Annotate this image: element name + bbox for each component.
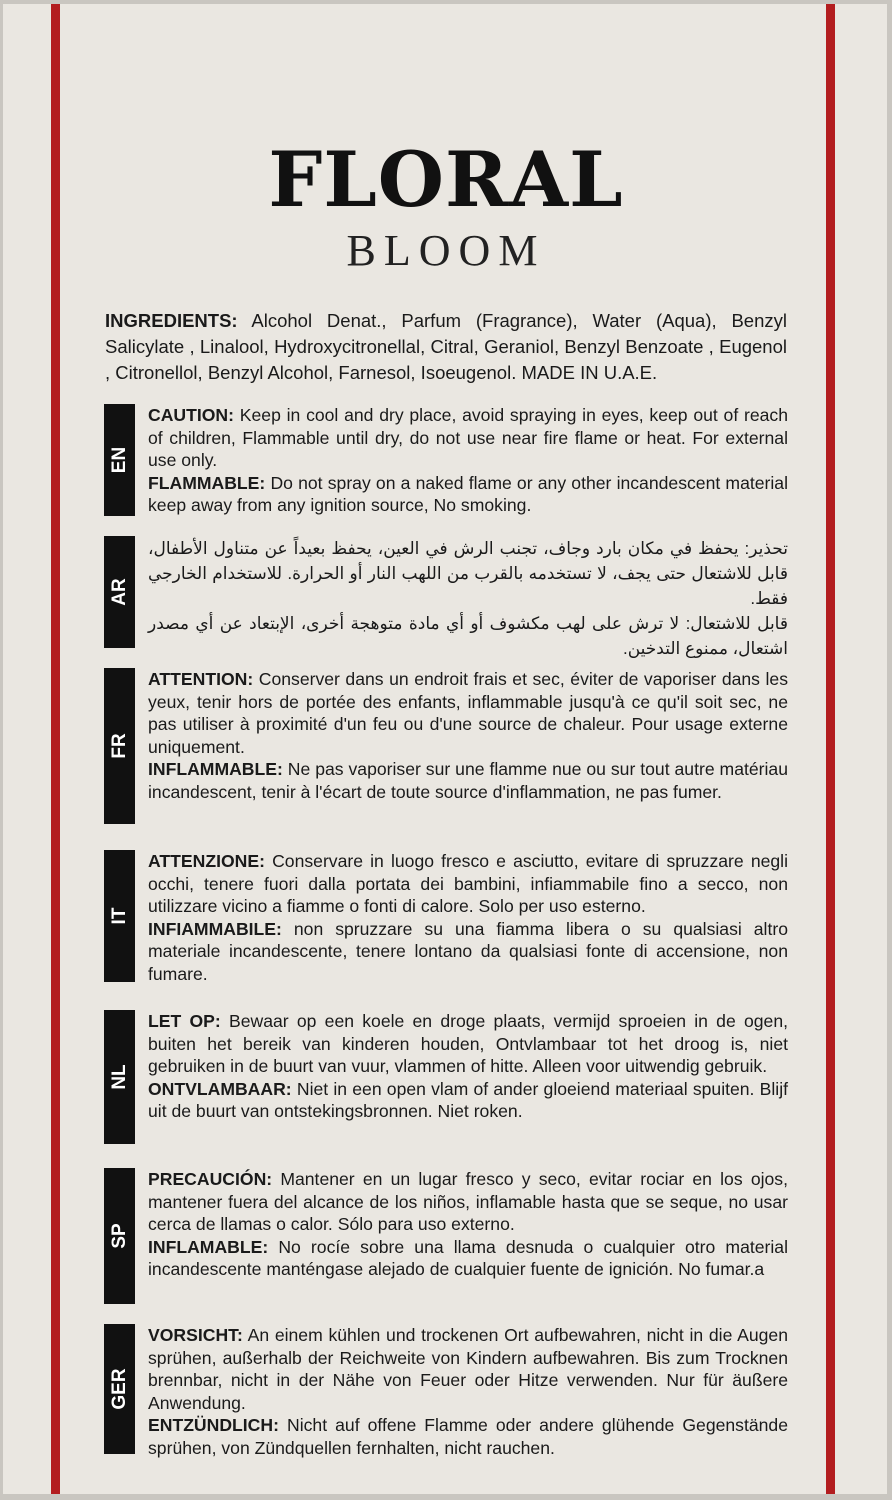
language-tag-en: EN	[104, 404, 135, 516]
section-it-body	[148, 850, 788, 986]
flammable-paragraph: FLAMMABLE: Do not spray on a naked flame or any other incandescent material keep away from any ignition source, No smoking.	[148, 472, 788, 516]
ingredients-label: INGREDIENTS:	[105, 310, 238, 331]
ontvlambaar-paragraph: ONTVLAMBAAR: Niet in een open vlam of ander gloeiend materiaal spuiten. Blijf uit de buurt van ontstekingsbronnen. Niet roken.	[148, 1078, 788, 1122]
section-en	[104, 404, 788, 516]
inflamable-paragraph: INFLAMABLE: No rocíe sobre una llama desnuda o cualquier otro material incandescente manténgase alejado de cualquier fuente de ignición. No fumar.a	[148, 1236, 788, 1280]
language-tag-it: IT	[104, 850, 135, 982]
section-nl	[104, 1010, 788, 1144]
section-ger-body	[148, 1324, 788, 1460]
language-tag-ar: AR	[104, 536, 135, 648]
section-ar	[104, 536, 788, 658]
arabic-caution-paragraph: تحذير: يحفظ في مكان بارد وجاف، تجنب الرش في العين، يحفظ بعيداً عن متناول الأطفال، قابل للاشتعال حتى يجف، لا تستخدمه بالقرب من اللهب النار أو الحرارة. للاستخدام الخارجي فقط.	[148, 539, 788, 608]
let-op-paragraph: LET OP: Bewaar op een koele en droge plaats, vermijd sproeien in de ogen, buiten het bereik van kinderen houden, Ontvlambaar tot het droog is, niet gebruiken in de buurt van vuur, vlammen of hitte. Alleen voor uitwendig gebruik.	[148, 1011, 788, 1077]
section-sp-body	[148, 1168, 788, 1281]
ingredients-text	[105, 308, 787, 386]
inflammable-paragraph: INFLAMMABLE: Ne pas vaporiser sur une flamme nue ou sur tout autre matériau incandescent, tenir à l'écart de toute source d'inflammation, ne pas fumer.	[148, 759, 788, 802]
section-en-body	[148, 404, 788, 517]
infiammabile-paragraph: INFIAMMABILE: non spruzzare su una fiamma libera o su qualsiasi altro materiale incandescente, tenere lontano da qualsiasi fonte di accensione, non fumare.	[148, 918, 788, 984]
section-nl-body	[148, 1010, 788, 1123]
section-ar-body	[148, 536, 788, 661]
language-tag-fr: FR	[104, 668, 135, 824]
section-ger	[104, 1324, 788, 1458]
attenzione-paragraph: ATTENZIONE: Conservare in luogo fresco e asciutto, evitare di spruzzare negli occhi, tenere fuori dalla portata dei bambini, infiammabile fino a secco, non utilizzare vicino a fiamme o fonti di calore. Solo per uso esterno.	[148, 851, 788, 917]
arabic-flammable-paragraph: قابل للاشتعال: لا ترش على لهب مكشوف أو أي مادة متوهجة أخرى، الإبتعاد عن أي مصدر اشتعال، ممنوع التدخين.	[148, 614, 788, 658]
precaucion-paragraph: PRECAUCIÓN: Mantener en un lugar fresco y seco, evitar rociar en los ojos, mantener fuera del alcance de los niños, inflamable hasta que se seque, no usar cerca de llamas o calor. Sólo para uso externo.	[148, 1169, 788, 1235]
section-it	[104, 850, 788, 982]
section-sp	[104, 1168, 788, 1304]
brand-title-block	[0, 135, 892, 276]
vorsicht-paragraph: VORSICHT: An einem kühlen und trockenen Ort aufbewahren, nicht in die Augen sprühen, außerhalb der Reichweite von Kindern aufbewahren. Bis zum Trocknen brennbar, nicht in der Nähe von Feuer oder Hitze verwenden. Nur für äußere Anwendung.	[148, 1325, 788, 1413]
language-tag-sp: SP	[104, 1168, 135, 1304]
section-fr	[104, 668, 788, 824]
caution-paragraph: CAUTION: Keep in cool and dry place, avoid spraying in eyes, keep out of reach of children, Flammable until dry, do not use near fire flame or heat. For external use only.	[148, 405, 788, 471]
section-fr-body	[148, 668, 788, 804]
brand-name: FLORAL	[268, 135, 624, 224]
entzuendlich-paragraph: ENTZÜNDLICH: Nicht auf offene Flamme oder andere glühende Gegenstände sprühen, von Zündquellen fernhalten, nicht rauchen.	[148, 1415, 788, 1458]
language-tag-ger: GER	[104, 1324, 135, 1454]
attention-paragraph: ATTENTION: Conserver dans un endroit frais et sec, éviter de vaporiser dans les yeux, tenir hors de portée des enfants, inflammable jusqu'à ce qu'il soit sec, ne pas utiliser à proximité d'un feu ou d'une source de chaleur. Pour usage externe uniquement.	[148, 669, 788, 757]
ingredients-list: Alcohol Denat., Parfum (Fragrance), Water (Aqua), Benzyl Salicylate , Linalool, Hydroxycitronellal, Citral, Geraniol, Benzyl Benzoate , Eugenol , Citronellol, Benzyl Alcohol, Farnesol, Isoeugenol. MADE IN U.A.E.	[105, 310, 787, 383]
brand-subname: BLOOM	[346, 226, 546, 275]
language-tag-nl: NL	[104, 1010, 135, 1144]
